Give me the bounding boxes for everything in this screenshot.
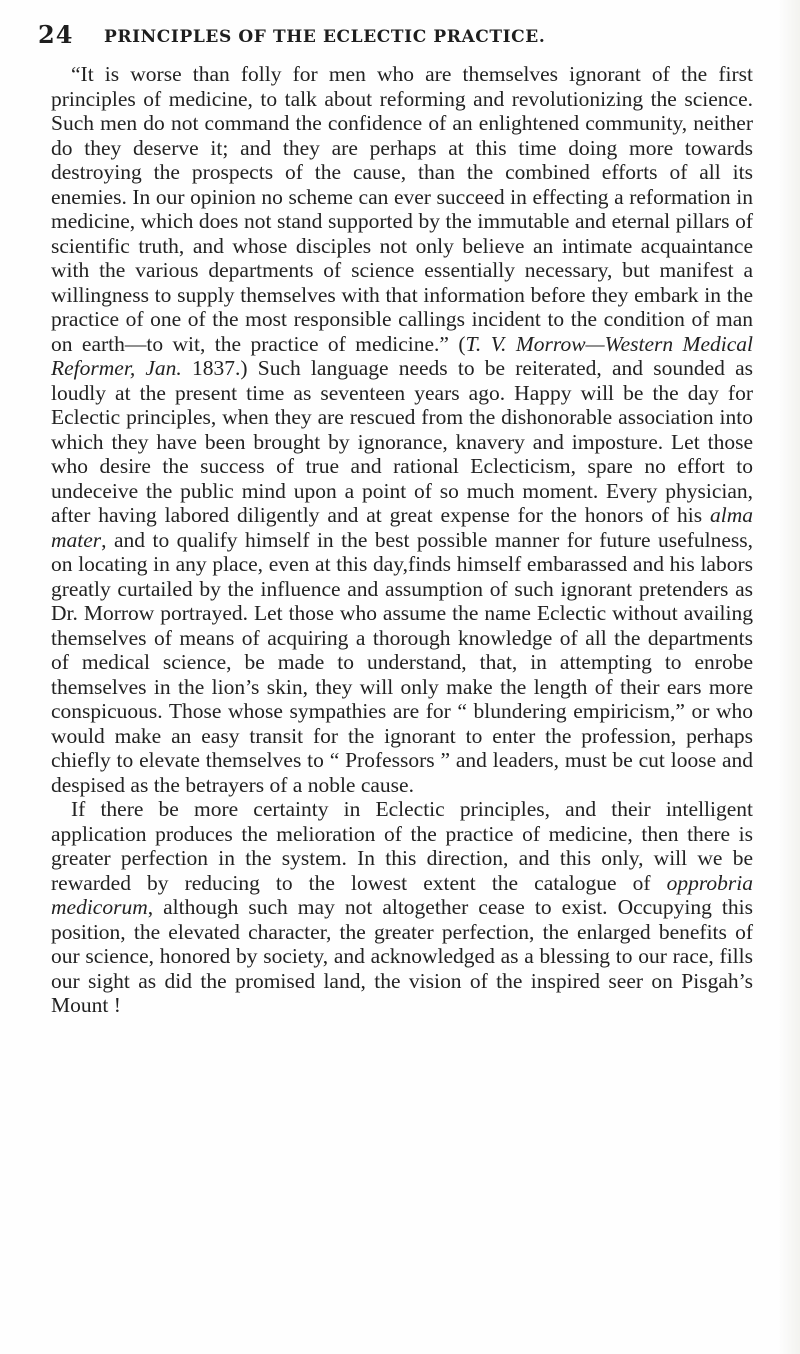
running-head: PRINCIPLES OF THE ECLECTIC PRACTICE. bbox=[104, 27, 546, 47]
citation: T. V. Morrow—Western Medical Reformer, Jan. bbox=[51, 331, 753, 380]
latin-phrase: alma mater bbox=[51, 503, 753, 552]
paragraph bbox=[51, 797, 753, 1018]
text-segment: , although such may not altogether cease to exist. Occupying this position, the elevated character, the greater perfection, the enlarged benefits of our science, honored by society, and acknowledged as a blessing to our race, fills our sight as did the promised land, the vision of the inspired seer on Pisgah’s Mount ! bbox=[51, 895, 753, 1017]
text-segment: “It is worse than folly for men who are themselves ignorant of the first principles of medicine, to talk about reforming and revolutionizing the science. Such men do not command the confidence of an enlightened community, neither do they deserve it; and they are perhaps at this time doing more towards destroying the prospects of the cause, than the combined efforts of all its enemies. In our opinion no scheme can ever succeed in effecting a reformation in medicine, which does not stand supported by the immutable and eternal pillars of scientific truth, and whose disciples not only believe an intimate acquaintance with the various departments of science essentially necessary, but manifest a willingness to supply themselves with that information before they embark in the practice of one of the most responsible callings incident to the condition of man on earth—to wit, the practice of medicine.” ( bbox=[51, 62, 753, 356]
page-header bbox=[38, 20, 738, 60]
body-text bbox=[51, 62, 753, 1018]
page-number: 24 bbox=[38, 20, 74, 49]
paragraph bbox=[51, 62, 753, 797]
text-segment: If there be more certainty in Eclectic principles, and their intelligent application produces the melioration of the practice of medicine, then there is greater perfection in the system. In this direction, and this only, will we be rewarded by reducing to the lowest extent the catalogue of bbox=[51, 797, 753, 895]
page-edge-shadow bbox=[778, 0, 800, 1354]
latin-phrase: opprobria medicorum bbox=[51, 870, 753, 919]
text-segment: , and to qualify himself in the best possible manner for future usefulness, on locating in any place, even at this day,finds himself embarassed and his labors greatly curtailed by the influence and assumption of such ignorant pretenders as Dr. Morrow portrayed. Let those who assume the name Eclectic without availing themselves of means of acquiring a thorough knowledge of all the departments of medical science, be made to understand, that, in attempting to enrobe themselves in the lion’s skin, they will only make the length of their ears more conspicuous. Those whose sympathies are for “ blundering empiricism,” or who would make an easy transit for the ignorant to enter the profession, perhaps chiefly to elevate themselves to “ Professors ” and leaders, must be cut loose and despised as the betrayers of a noble cause. bbox=[51, 527, 753, 797]
text-segment: 1837.) Such language needs to be reiterated, and sounded as loudly at the present time as seventeen years ago. Happy will be the day for Eclectic principles, when they are rescued from the dishonorable association into which they have been brought by ignorance, knavery and imposture. Let those who desire the success of true and rational Eclecticism, spare no effort to undeceive the public mind upon a point of so much moment. Every physician, after having labored diligently and at great expense for the honors of his bbox=[51, 356, 753, 527]
